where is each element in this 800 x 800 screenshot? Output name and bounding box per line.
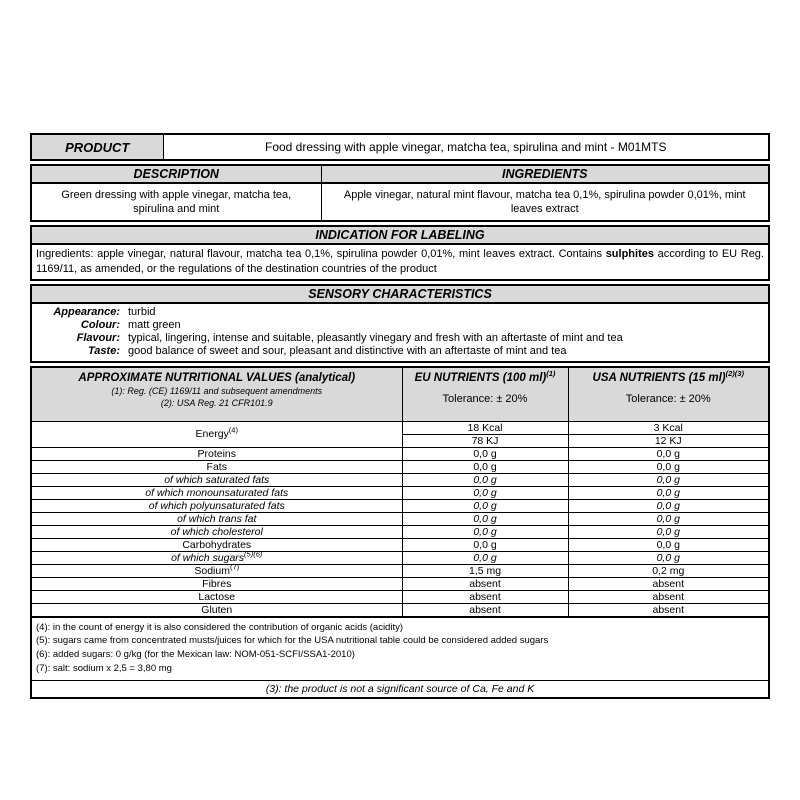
sensory-row xyxy=(36,332,764,345)
energy-eu-kcal: 18 Kcal xyxy=(402,421,568,434)
sensory-attribute-label: Flavour: xyxy=(76,331,120,344)
sensory-attribute-value: good balance of sweet and sour, pleasant and distinctive with an aftertaste of mint and tea xyxy=(128,344,567,357)
sensory-row xyxy=(36,306,764,319)
eu-nutrients-title: EU NUTRIENTS (100 ml)$^{(1)}$ xyxy=(414,368,556,384)
labeling-text-after: according to EU Reg. 1169/11, as amended, or the regulations of the destination countries of the product xyxy=(36,248,764,275)
eu-value: 0,0 g xyxy=(402,551,568,564)
product-table xyxy=(30,133,770,161)
product-spec-document xyxy=(30,133,770,702)
nutrition-row xyxy=(31,447,769,460)
nutrition-rows xyxy=(31,447,769,617)
usa-nutrients-header xyxy=(568,367,769,422)
eu-tolerance: Tolerance: ± 20% xyxy=(442,392,528,405)
product-title: Food dressing with apple vinegar, matcha tea, spirulina and mint - M01MTS xyxy=(163,134,769,160)
eu-sup: (1) xyxy=(546,368,556,378)
nutrient-label: Gluten xyxy=(31,603,402,617)
sensory-content-row xyxy=(31,303,769,362)
nutrition-row xyxy=(31,460,769,473)
ingredients-text: Apple vinegar, natural mint flavour, matcha tea 0,1%, spirulina powder 0,01%, mint leaves extract xyxy=(321,183,769,221)
description-ingredients-table xyxy=(30,164,770,222)
energy-sup: (4) xyxy=(228,425,238,435)
nutrient-label: of which monounsaturated fats xyxy=(31,486,402,499)
usa-value: 0,0 g xyxy=(568,473,769,486)
sensory-attribute-value: matt green xyxy=(128,318,181,331)
usa-value: 0,0 g xyxy=(568,486,769,499)
footnote: (5): sugars came from concentrated musts/juices for which for the USA nutritional table could be considered added sugars xyxy=(36,635,549,647)
eu-value: 1,5 mg xyxy=(402,564,568,577)
sensory-header-row xyxy=(31,285,769,303)
nutrient-label: Fibres xyxy=(31,577,402,590)
nutrition-col1-title: APPROXIMATE NUTRITIONAL VALUES (analytical) xyxy=(78,371,356,384)
footnote: (6): added sugars: 0 g/kg (for the Mexican law: NOM-051-SCFI/SSA1-2010) xyxy=(36,649,355,661)
labeling-header: INDICATION FOR LABELING xyxy=(31,226,769,244)
labeling-table xyxy=(30,225,770,281)
sensory-attribute-label: Taste: xyxy=(88,344,120,357)
sensory-attribute-label: Appearance: xyxy=(53,305,120,318)
nutrient-label: Lactose xyxy=(31,590,402,603)
description-text: Green dressing with apple vinegar, matcha tea, spirulina and mint xyxy=(31,183,321,221)
sensory-attribute-label: Colour: xyxy=(80,318,120,331)
usa-value: 0,0 g xyxy=(568,538,769,551)
energy-usa-kj: 12 KJ xyxy=(568,434,769,447)
labeling-header-row xyxy=(31,226,769,244)
eu-value: 0,0 g xyxy=(402,447,568,460)
usa-value: 0,0 g xyxy=(568,512,769,525)
labeling-bold-word: sulphites xyxy=(605,248,654,260)
footnote: (4): in the count of energy it is also considered the contribution of organic acids (acidity) xyxy=(36,621,403,633)
nutrient-label: of which cholesterol xyxy=(31,525,402,538)
nutrient-label: Proteins xyxy=(31,447,402,460)
usa-value: absent xyxy=(568,590,769,603)
nutrition-final-note: (3): the product is not a significant source of Ca, Fe and K xyxy=(31,680,769,698)
ingredients-header: INGREDIENTS xyxy=(321,165,769,183)
labeling-text xyxy=(31,244,769,280)
eu-nutrients-header xyxy=(402,367,568,422)
energy-row-kcal xyxy=(31,421,769,434)
sensory-row xyxy=(36,319,764,332)
nutrition-row xyxy=(31,473,769,486)
sensory-table xyxy=(30,284,770,363)
eu-value: 0,0 g xyxy=(402,473,568,486)
nutrient-label: of which saturated fats xyxy=(31,473,402,486)
sensory-header: SENSORY CHARACTERISTICS xyxy=(31,285,769,303)
eu-value: 0,0 g xyxy=(402,499,568,512)
nutrition-row xyxy=(31,551,769,564)
description-header: DESCRIPTION xyxy=(31,165,321,183)
energy-usa-kcal: 3 Kcal xyxy=(568,421,769,434)
sensory-attribute-value: typical, lingering, intense and suitable, pleasantly vinegary and fresh with an aftertaste of mint and tea xyxy=(128,331,623,344)
nutrient-label: Sodium$^{(7)}$ xyxy=(31,564,402,577)
eu-value: 0,0 g xyxy=(402,460,568,473)
product-header-label: PRODUCT xyxy=(31,134,163,160)
nutrient-label: Carbohydrates xyxy=(31,538,402,551)
desc-ingr-header-row xyxy=(31,165,769,183)
nutrient-label: of which trans fat xyxy=(31,512,402,525)
eu-value: 0,0 g xyxy=(402,538,568,551)
labeling-content-row xyxy=(31,244,769,280)
nutrient-label: of which sugars$^{(5)(6)}$ xyxy=(31,551,402,564)
usa-value: 0,0 g xyxy=(568,551,769,564)
nutrition-row xyxy=(31,603,769,617)
sensory-rows xyxy=(31,303,769,362)
usa-tolerance: Tolerance: ± 20% xyxy=(625,392,711,405)
energy-eu-kj: 78 KJ xyxy=(402,434,568,447)
eu-value: absent xyxy=(402,577,568,590)
eu-value: absent xyxy=(402,590,568,603)
sensory-attribute-value: turbid xyxy=(128,305,156,318)
nutrition-row xyxy=(31,590,769,603)
nutrition-row xyxy=(31,499,769,512)
nutrition-row xyxy=(31,525,769,538)
nutrition-footnotes xyxy=(31,617,769,681)
nutrition-table xyxy=(30,366,770,699)
usa-value: 0,0 g xyxy=(568,525,769,538)
nutrition-row xyxy=(31,512,769,525)
usa-sup: (2)(3) xyxy=(725,368,744,378)
energy-label: Energy$^{(4)}$ xyxy=(31,421,402,447)
footnote: (7): salt: sodium x 2,5 = 3,80 mg xyxy=(36,662,172,674)
usa-value: 0,0 g xyxy=(568,460,769,473)
usa-nutrients-title: USA NUTRIENTS (15 ml)$^{(2)(3)}$ xyxy=(592,368,744,384)
nutrition-final-note-row xyxy=(31,680,769,698)
nutrition-col1-header xyxy=(31,367,402,422)
nutrition-row xyxy=(31,577,769,590)
usa-value: 0,0 g xyxy=(568,447,769,460)
nutrient-label: Fats xyxy=(31,460,402,473)
nutrition-row xyxy=(31,538,769,551)
sensory-row xyxy=(36,345,764,358)
eu-value: 0,0 g xyxy=(402,525,568,538)
desc-ingr-content-row xyxy=(31,183,769,221)
usa-value: 0,0 g xyxy=(568,499,769,512)
nutrition-col1-note2: (2): USA Reg. 21 CFR101.9 xyxy=(160,397,273,408)
nutrition-row xyxy=(31,564,769,577)
nutrition-header-row xyxy=(31,367,769,422)
nutrition-footnotes-row xyxy=(31,617,769,681)
eu-value: 0,0 g xyxy=(402,486,568,499)
usa-value: absent xyxy=(568,577,769,590)
usa-value: absent xyxy=(568,603,769,617)
labeling-text-before: Ingredients: apple vinegar, natural flavour, matcha tea 0,1%, spirulina powder 0,01%, mint leaves extract. Contains xyxy=(36,248,606,260)
product-row xyxy=(31,134,769,160)
usa-value: 0,2 mg xyxy=(568,564,769,577)
nutrient-label: of which polyunsaturated fats xyxy=(31,499,402,512)
nutrition-col1-note1: (1): Reg. (CE) 1169/11 and subsequent amendments xyxy=(111,385,323,396)
nutrition-energy-rows xyxy=(31,421,769,447)
eu-value: 0,0 g xyxy=(402,512,568,525)
eu-value: absent xyxy=(402,603,568,617)
nutrition-row xyxy=(31,486,769,499)
